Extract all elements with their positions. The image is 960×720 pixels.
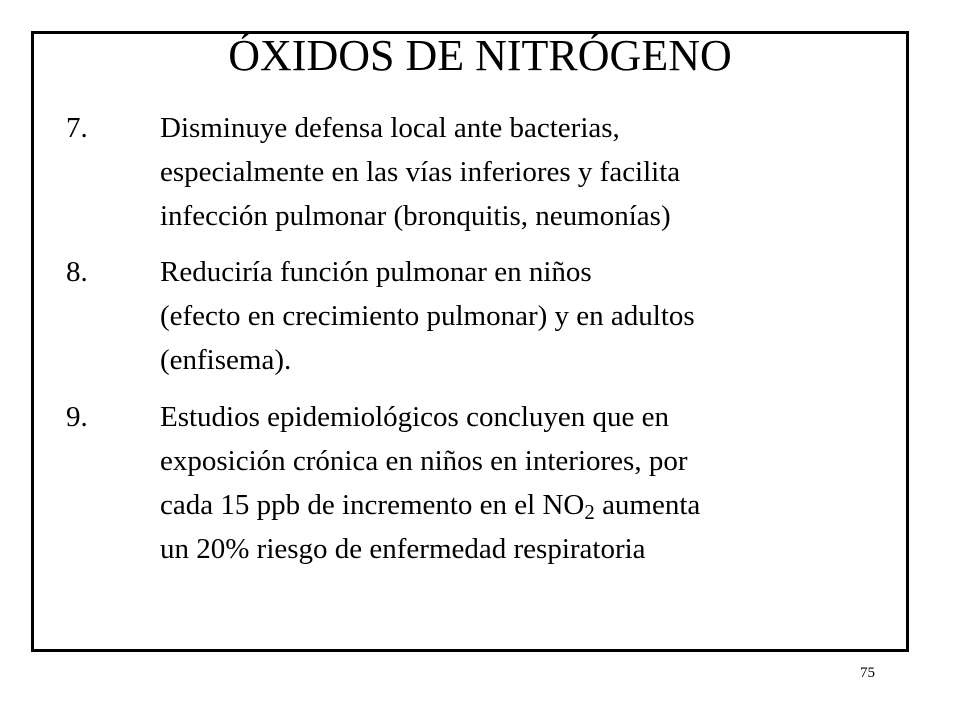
line-text: cada 15 ppb de incremento en el NO xyxy=(160,489,585,521)
item-text xyxy=(160,250,866,382)
item-line: (efecto en crecimiento pulmonar) y en adultos xyxy=(160,300,695,332)
chemical-subscript: 2 xyxy=(584,500,595,525)
list-item-7 xyxy=(66,106,866,238)
list-item-8 xyxy=(66,250,866,382)
line-text: aumenta xyxy=(594,489,701,521)
item-line: exposición crónica en niños en interiores, por xyxy=(160,445,688,477)
item-text xyxy=(160,395,866,571)
item-line: Reduciría función pulmonar en niños xyxy=(160,256,592,288)
item-text xyxy=(160,106,866,238)
item-line: un 20% riesgo de enfermedad respiratoria xyxy=(160,533,646,565)
item-line: Estudios epidemiológicos concluyen que en xyxy=(160,401,670,433)
item-line xyxy=(160,483,866,527)
item-number: 7. xyxy=(66,112,88,144)
item-line: (enfisema). xyxy=(160,344,292,376)
item-number: 8. xyxy=(66,256,88,288)
item-number: 9. xyxy=(66,401,88,433)
page-number: 75 xyxy=(860,665,875,681)
item-line: infección pulmonar (bronquitis, neumonías) xyxy=(160,200,671,232)
item-line: Disminuye defensa local ante bacterias, xyxy=(160,112,620,144)
slide-title: ÓXIDOS DE NITRÓGENO xyxy=(228,31,732,80)
list-item-9 xyxy=(66,395,866,571)
item-line: especialmente en las vías inferiores y facilita xyxy=(160,156,681,188)
